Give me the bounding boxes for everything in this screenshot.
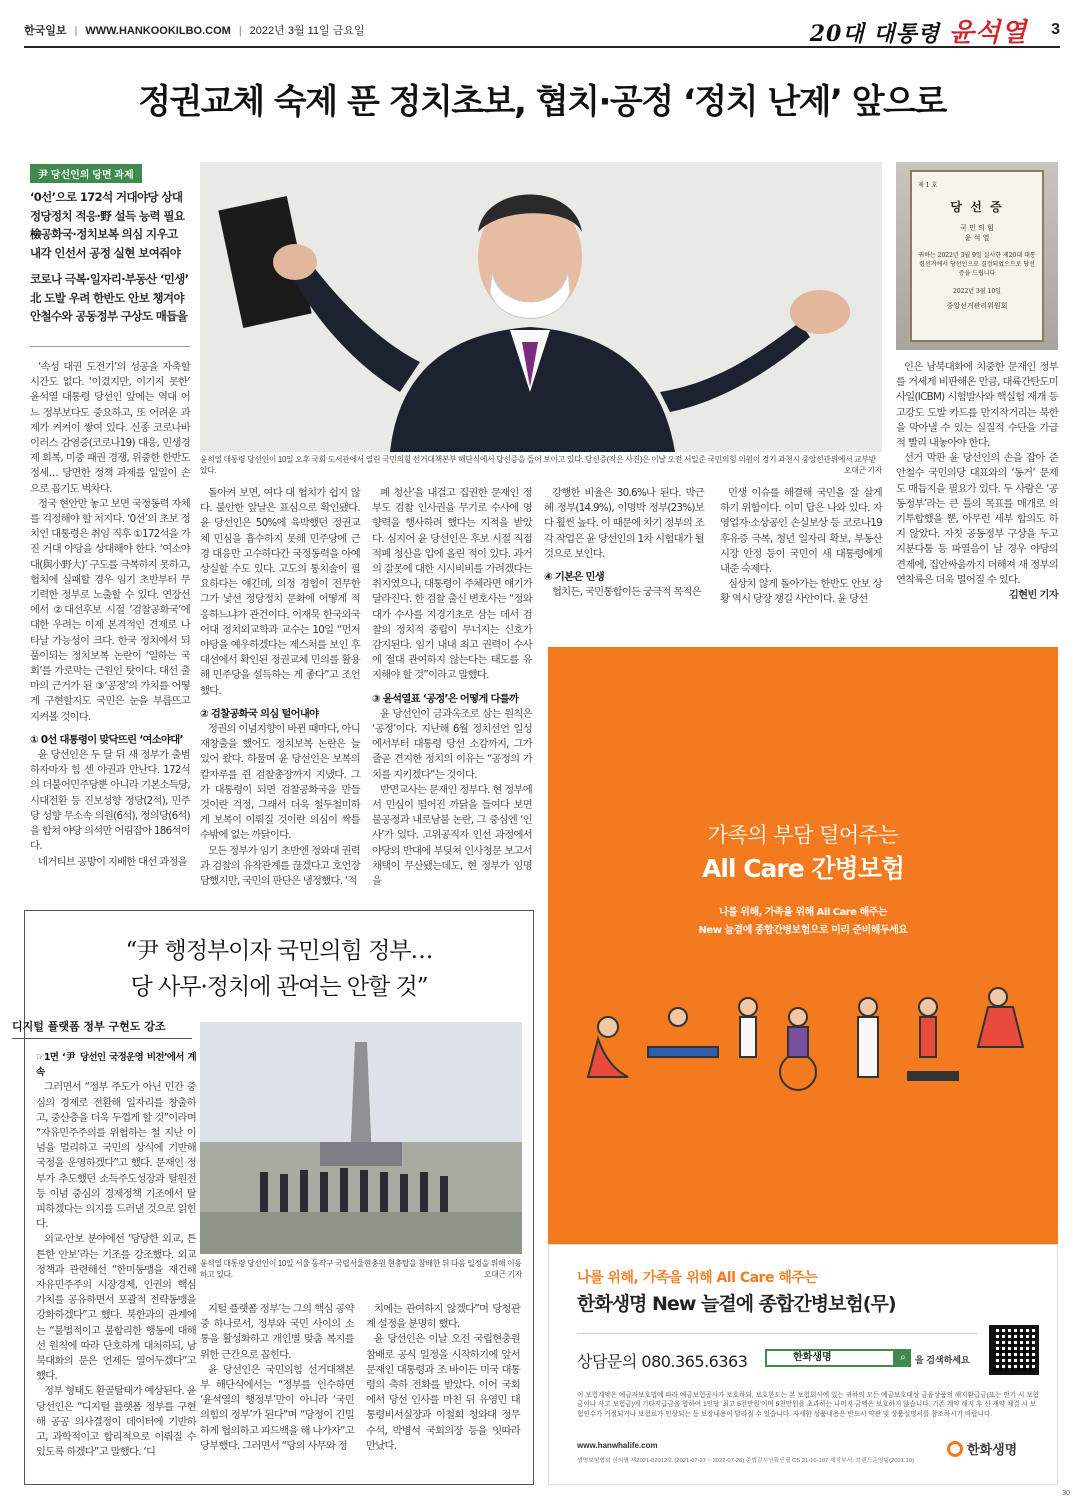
masthead — [24, 14, 1060, 48]
footer-page-number: 30 — [1062, 1490, 1070, 1497]
hanwha-logo-icon — [947, 1441, 963, 1457]
article-column-6: 인은 남북대화에 치중한 문재인 정부를 거세게 비판해온 만큼, 대륙간탄도미사일(ICBM) 시험발사와 핵실험 재개 등 고강도 도발 카드를 만지작거리는 북한을 막아낼 수 있는 실질적 수단을 가급적 빨리 내놓아야 한다. 선거 막판 윤 당선인의 손을 잡아 준 안철수 국민의당 대표와의 ‘동거’ 문제도 매듭지을 필요가 있다. 두 사람은 ‘공동정부’라는 큰 틀의 목표를 매개로 의기투합했을 뿐, 아무런 세부 합의도 하지 않았다. 자칫 공동정부 구상을 두고 지분다툼 등 파열음이 날 경우 야당의 견제에, 집안싸움까지 더해져 새 정부의 연착륙은 더욱 멀어질 수 있다. 김현빈 기자 — [896, 360, 1058, 603]
article-column-2: 돌아켜 보면, 여다 대 협치가 쉽지 않다. 불안한 앞날은 표심으로 확인됐다. 윤 당선인은 50%에 육박했던 정권교체 민심을 흡수하지 못해 민주당에 근경 대응만 고수하다간 국정동력을 아예 상실할 수도 있다. 고도의 통치술이 필요하다는 얘긴데, 의정 경험이 전무한 그가 낯선 정당정치 문화에 어떻게 적응하느냐가 관건이다. 이재묵 한국외국어대 정치외교학과 교수는 10일 “먼저 야당을 예우하겠다는 제스처를 보인 후 대선에서 확인된 정권교체 민의를 활용해 민주당을 설득하는 게 좋다”고 조언했다. ② 검찰공화국 의심 털어내야 정권의 이념지향이 바뀐 때마다, 아니 재창출을 했어도 정치보복 논란은 늘 있어 왔다. 하물며 윤 당선인은 보복의 칼자루를 쥔 검찰총장까지 지냈다. 그가 대통령이 되면 검찰공화국을 만들 것이란 걱정, 그래서 더욱 철두철미하게 보복이 이뤄질 것이란 의심이 싹틀 수밖에 없는 까닭이다. 모든 정부가 임기 초반엔 정와대 권력과 검찰의 유착관계를 끊겠다고 호언장담했지만, 국민의 판단은 냉정했다. ‘적 — [200, 487, 360, 888]
series-logo: 20대 대통령 윤석열 — [809, 17, 1028, 48]
article-column-3: 폐 청산’을 내걸고 집권한 문재인 정부도 검찰 인사권을 무기로 수사에 영향력을 행사하려 했다는 지적을 받았다. 심지어 윤 당선인은 후보 시절 직접 적폐 청산을 입에 올린 적이 있다. 과거의 잘못에 대한 시시비비를 가려겠다는 취지였으나, 대통령이 주체라면 얘기가 달라진다. 한 검찰 출신 변호사는 “정와대가 수사를 지경기초로 삼는 데서 검찰의 정치적 중립이 무너지는 신호가 감지된다. 임기 내내 최고 권력이 수사에 절대 관여하지 않는다는 태도를 유지해야 할 것”이라고 말했다. ③ 윤석열표 ‘공정’은 어떻게 다를까 윤 당선인이 금과옥조로 삼는 원칙은 ‘공정’이다. 지난해 6월 정치선언 일성에서부터 대통령 당선 소감까지, 그가 줄곧 견지한 정치의 이유는 “공정의 가치를 지키겠다”는 것이다. 반면교사는 문재인 정부다. 현 정부에서 민심이 떨어진 까닭을 들여다 보면 불공정과 내로남불 논란, 그 중심엔 ‘인사’가 있다. 고위공직자 인선 과정에서 야당의 반대에 부딪쳐 인사청문 보고서 채택이 무산됐는데도, 현 정부가 임명을 — [372, 487, 532, 888]
paper-url[interactable]: WWW.HANKOOKILBO.COM — [85, 25, 231, 37]
ad-url[interactable]: www.hanwhalife.com — [577, 1441, 658, 1450]
qr-code-icon[interactable] — [989, 1325, 1039, 1375]
section-heading: ③ 윤석열표 ‘공정’은 어떻게 다를까 — [372, 692, 519, 705]
divider — [12, 1038, 192, 1039]
section-heading: ② 검찰공화국 의심 털어내야 — [200, 707, 319, 720]
ad-subtext: New 늘곁에 종합간병보험으로 미리 준비해두세요 — [698, 925, 908, 936]
section-heading: ④ 기본은 민생 — [544, 571, 605, 584]
cemetery-photo — [200, 1022, 522, 1254]
ad-product-name: All Care 간병보험 — [702, 854, 904, 883]
photo-credit: 오대근 기자 — [483, 1270, 522, 1279]
byline: 김현빈 기자 — [1008, 589, 1058, 602]
ad-logo: 한화생명 — [947, 1439, 1017, 1458]
box-title: “尹 행정부이자 국민의힘 정부… 당 사무·정치에 관여는 안할 것” — [125, 938, 433, 1000]
main-photo-caption: 윤석열 대통령 당선인이 10일 오후 국회 도서관에서 열린 국민의힘 선거대책본부 해단식에서 당선증을 들어 보이고 있다. 당선증(작은 사진)은 이날 오전 서일준 국민의힘 의원이 경기 과천시 중앙선관위에서 교부받았다. 오대근 기자 — [200, 455, 882, 475]
box-column-3: 치에는 관여하지 않겠다”며 당청관계 설정을 분명히 했다. 윤 당선인은 이날 오전 국립현충원 참배로 공식 일정을 시작하기에 앞서 문재인 대통령과 조 바이든 미국 대통령의 축하 전화를 받았다. 이어 국회에서 당선 인사를 마친 뒤 유영민 대통령비서실장과 이철희 청와대 정무수석, 박병석 국회의장 등을 잇따라 만났다. — [366, 1303, 520, 1452]
box-subtitle: 디지털 플랫폼 정부 구현도 강조 — [12, 1020, 166, 1033]
divider — [577, 1333, 977, 1334]
article-column-4: 강행한 비율은 30.6%나 된다. 박근혜 정부(14.9%), 이명박 정부(23%)보다 훨씬 높다. 이 때문에 차기 정부의 조각 작업은 윤 당선인의 1차 시험대가 될 것으로 보인다. ④ 기본은 민생 협치든, 국민통합이든 궁극적 목적은 — [544, 487, 704, 599]
page-number: 3 — [1051, 21, 1060, 38]
ad-search-label: 을 검색하세요 — [915, 1355, 970, 1365]
ad-illustration — [568, 977, 1038, 1097]
ad-tagline: 나를 위해, 가족을 위해 All Care 해주는 — [577, 1270, 818, 1286]
box-photo-caption: 윤석열 대통령 당선인이 10일 서울 동작구 국립서울현충원 현충탑을 참배한 뒤 다음 일정을 위해 이동하고 있다. 오대근 기자 — [200, 1259, 522, 1279]
main-photo — [200, 162, 882, 452]
box-column-2: 지털 플랫폼 정부’는 그의 핵심 공약 중 하나로서, 정부와 국민 사이의 소통을 활성화하고 개인별 맞춤 복지를 위한 근간으로 꼽힌다. 윤 당선인은 국민의힘 선거대책본부 해단식에서는 “정부를 인수하면 ‘윤석열의 행정부’만이 아니라 ‘국민의힘의 정부’가 된다”며 “당정이 긴밀하게 협의하고 피드백을 해 나가자”고 당부했다. 그러면서 “당의 사무와 정 — [200, 1303, 354, 1452]
ad-disclaimer: 이 보험계약은 예금자보호법에 따라 예금보험공사가 보호하되, 보호한도는 본 보험회사에 있는 귀하의 모든 예금보호대상 금융상품의 해지환급금(또는 만기 시 보험금이나 사고 보험금)에 기타지급금을 합하여 1인당 '최고 5천만원'이며 5천만원을 초과하는 나머지 금액은 보호하지 않습니다. 기존 계약 해지 후 신 계약 체결 시 보험인수가 거절되거나 보험료가 인상되는 등 보장내용이 달라질 수 있습니다. 자세한 상품내용은 반드시 약관 및 상품설명서를 참조하시기 바랍니다. — [577, 1392, 1039, 1418]
ad-headline: 가족의 부담 덜어주는 — [707, 823, 899, 847]
ad-product-title: 한화생명 New 늘곁에 종합간병보험(무) — [577, 1293, 896, 1315]
ad-info-panel — [548, 1244, 1058, 1485]
continuation-note: ☞1면 ‘尹 당선인 국정운영 비전’에서 계속 — [36, 1052, 196, 1079]
article-column-5: 민생 이슈를 해결해 국민을 잘 살게 하기 위함이다. 이미 답은 나와 있다. 자영업자·소상공인 손실보상 등 코로나19 후유증 극복, 청년 일자리 확보, 부동산 시장 안정 등이 국민이 새 대통령에게 내준 숙제다. 심상치 않게 돌아가는 한반도 안보 상황 역시 당장 챙길 사안이다. 윤 당선 — [720, 487, 882, 606]
summary — [30, 188, 190, 334]
issue-date: 2022년 3월 11일 금요일 — [249, 25, 365, 37]
summary-item: ‘0선’으로 172석 거대야당 상대 정당정치 적응·野 설득 능력 필요 檢공화국·정치보복 의심 지우고 내각 인선서 공정 실현 보여줘야 — [30, 190, 185, 260]
headline: 정권교체 숙제 푼 정치초보, 협치·공정 ‘정치 난제’ 앞으로 — [138, 82, 946, 122]
photo-credit: 오대근 기자 — [843, 466, 882, 475]
ad-meta: 생명보험협회 심의필 제2021-02912호 (2021-07-27 ~ 2022-07-26) 준법감시인확인필 CS 21-10-107 제작부서: 브랜드운영팀(2021.10) — [577, 1458, 914, 1464]
paper-name: 한국일보 — [24, 25, 67, 37]
masthead-info: 한국일보 | WWW.HANKOOKILBO.COM | 2022년 3월 11일 금요일 — [24, 25, 365, 37]
search-icon[interactable]: ⌕ — [895, 1349, 911, 1367]
insurance-ad[interactable] — [548, 647, 1058, 1244]
ad-phone[interactable]: 상담문의 080.365.6363 — [577, 1352, 748, 1371]
summary-item: 코로나 극복·일자리·부동산 ‘민생’ 北 도발 우려 한반도 안보 챙겨야 안철수와 공동정부 구상도 매듭을 — [30, 272, 189, 323]
ad-subtext: 나를 위해, 가족을 위해 All Care 해주는 — [718, 907, 887, 918]
ad-search-box[interactable]: 한화생명 — [765, 1349, 895, 1367]
topic-tag: 尹 당선인의 당면 과제 — [30, 164, 142, 183]
article-column-1: ‘속성 대권 도전기’의 성공을 자축할 시간도 없다. ‘이겼지만, 이기지 못한’ 윤석열 대통령 당선인 앞에는 역대 어느 정부보다도 중요하고, 또 어려운 과제가 켜켜이 쌓여 있다. 신종 코로나바이러스 감염증(코로나19) 대응, 민생경제 회복, 미중 패권 경쟁, 위중한 한반도 정세… 당면한 정책 과제를 일일이 손으로 꼽기도 벅차다. 정국 현안만 놓고 보면 국정동력 자체를 걱정해야 할 처지다. ‘0선’의 초보 정치인 대통령은 취임 직후 ①172석을 가진 거대 야당을 상대해야 한다. ‘여소야대(與小野大)’ 구도를 극복하지 못하고, 협치에 실패할 경우 임기 초반부터 무기력한 정부로 노출할 수 있다. 연장선에서 ②대선후보 시절 ‘검찰공화국’에 대한 우려는 이제 본격적인 견제로 나타날 가능성이 크다. 한국 정치에서 되풀이되는 정치보복 논란이 ‘일하는 국회’를 가로막는 근원인 탓이다. 대선 출마의 근거가 된 ③‘공정’의 가치를 어떻게 구현할지도 국민은 눈을 부릅뜨고 지켜볼 것이다. ① 0선 대통령이 맞닥뜨린 ‘여소야대’ 윤 당선인은 두 달 뒤 새 정부가 출범하자마자 힘 센 야권과 만난다. 172석의 더불어민주당뿐 아니라 기본소득당, 시대전환 등 진보성향 정당(2석), 민주당 성향 무소속 의원(6석), 정의당(6석)을 합쳐 야당 의석만 어림잡아 186석이다. 네거티브 공방이 지배한 대선 과정을 — [30, 361, 190, 868]
box-column-1: ☞1면 ‘尹 당선인 국정운영 비전’에서 계속 그러면서 “정부 주도가 아닌 민간 중심의 경제로 전환해 일자리를 창출하고, 중산층을 더욱 두껍게 할 것”이라며 “자유민주주의를 위협하는 철 지난 이념을 멀리하고 국민의 상식에 기반해 국정을 운영하겠다”고 했다. 문재인 정부가 추도했던 소득주도성장과 탈원전 등 이념 중심의 경제정책 기조에서 탈피하겠다는 의지를 드러낸 것으로 읽힌다. 외교·안보 분야에선 ‘당당한 외교, 튼튼한 안보’라는 기조를 강조했다. 외교 정책과 관련해선 “한미동맹을 재건해 자유민주주의 시장경제, 인권의 핵심 가치를 공유하면서 포괄적 전략동맹을 강화하겠다”고 했다. 북한과의 관계에는 “불법적이고 불합리한 행동에 대해선 원칙에 따라 단호하게 대처하되, 남북대화의 문은 언제든 열어두겠다”고 했다. 정부 형태도 환골탈태가 예상된다. 윤 당선인은 “디지털 플랫폼 정부를 구현해 공공 의사결정이 데이터에 기반하고, 과학적이고 합리적으로 이뤄질 수 있도록 하겠다”고 말했다. ‘디 — [36, 1052, 196, 1459]
section-heading: ① 0선 대통령이 맞닥뜨린 ‘여소야대’ — [30, 733, 183, 746]
divider — [30, 346, 190, 347]
certificate-photo: 제 1 호 당 선 증 국 민 의 힘 윤 석 열 귀하는 2022년 3월 9일 실시한 제20대 대통령선거에서 당선인으로 결정되었으므로 당선증을 드립니다 2022년 3월 10일 중앙선거관리위원회 — [896, 162, 1058, 350]
